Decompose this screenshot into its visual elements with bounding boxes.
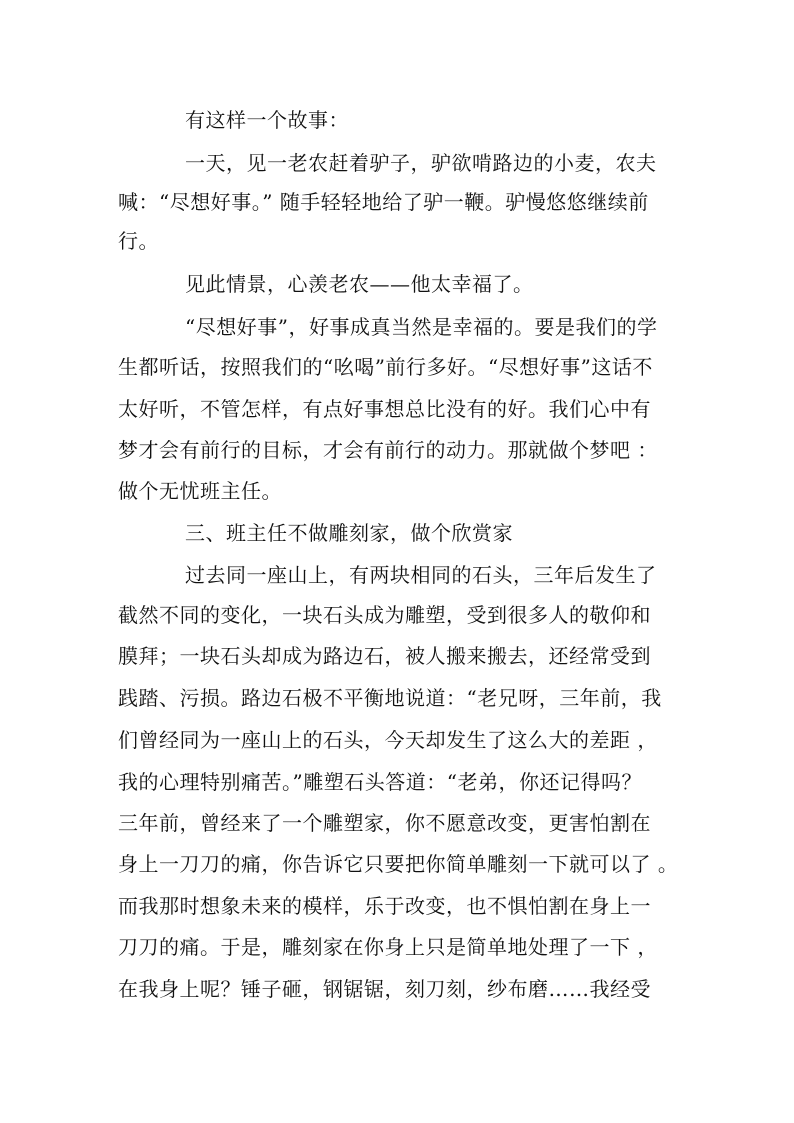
paragraph-line: “尽想好事”，好事成真当然是幸福的。要是我们的学 [185,315,658,339]
paragraph-line: 们曾经同为一座山上的石头，今天却发生了这么大的差距 ， [118,728,658,752]
paragraph-line: 践踏、污损。路边石极不平衡地说道：“老兄呀，三年前，我 [118,686,662,710]
paragraph-line: 身上一刀刀的痛，你告诉它只要把你简单雕刻一下就可以了 。 [118,852,679,876]
paragraph-line: 刀刀的痛。于是，雕刻家在你身上只是简单地处理了一下 ， [118,935,658,959]
paragraph-line: 做个无忧班主任。 [118,479,282,503]
paragraph-line: 有这样一个故事： [185,108,349,132]
paragraph-line: 见此情景，心羡老农——他太幸福了。 [185,272,534,296]
paragraph-line: 行。 [118,229,159,253]
paragraph-line: 生都听话，按照我们的“吆喝”前行多好。“尽想好事”这话不 [118,355,653,379]
paragraph-line: 喊：“尽想好事。” 随手轻轻地给了驴一鞭。驴慢悠悠继续前 [118,190,649,214]
paragraph-line: 在我身上呢？锤子砸，钢锯锯，刻刀刻，纱布磨……我经受 [118,977,651,1001]
paragraph-line: 太好听，不管怎样，有点好事想总比没有的好。我们心中有 [118,397,651,421]
paragraph-line: 我的心理特别痛苦。”雕塑石头答道：“老弟，你还记得吗？ [118,770,642,794]
paragraph-line: 三年前，曾经来了一个雕塑家，你不愿意改变，更害怕割在 [118,811,651,835]
paragraph-line: 过去同一座山上，有两块相同的石头，三年后发生了 [185,563,657,587]
paragraph-line: 截然不同的变化，一块石头成为雕塑，受到很多人的敬仰和 [118,603,651,627]
section-heading: 三、班主任不做雕刻家，做个欣赏家 [185,521,513,545]
paragraph-line: 而我那时想象未来的模样，乐于改变，也不惧怕割在身上一 [118,894,651,918]
paragraph-line: 膜拜；一块石头却成为路边石，被人搬来搬去，还经常受到 [118,644,651,668]
paragraph-line: 一天，见一老农赶着驴子，驴欲啃路边的小麦，农夫 [185,151,657,175]
paragraph-line: 梦才会有前行的目标，才会有前行的动力。那就做个梦吧 ： [118,438,658,462]
